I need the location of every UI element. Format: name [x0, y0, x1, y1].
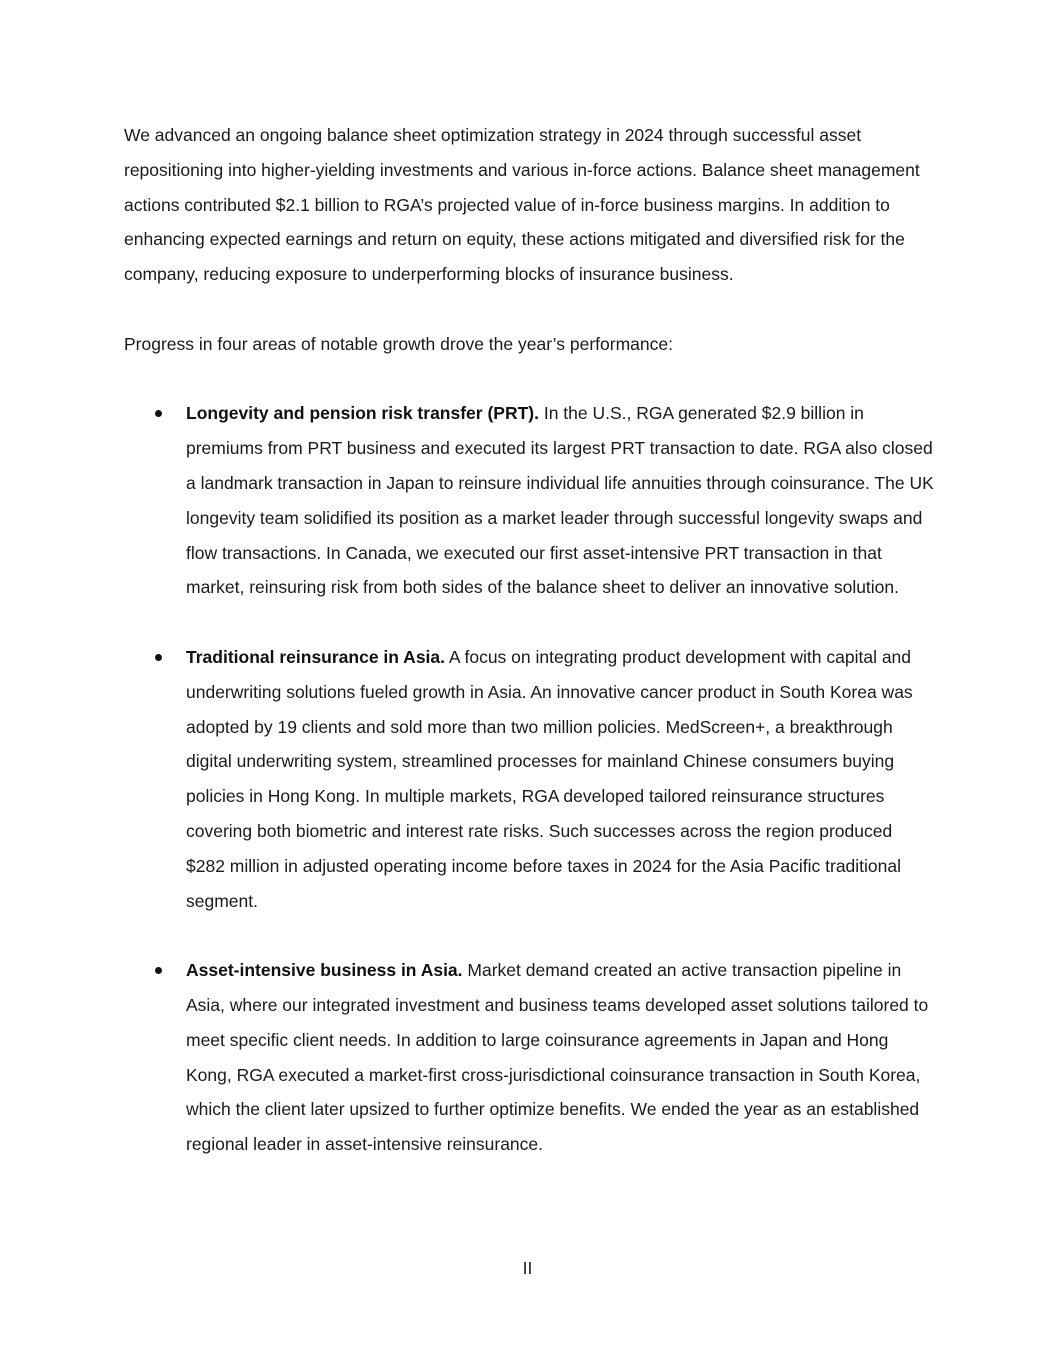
intro-paragraph: We advanced an ongoing balance sheet optimization strategy in 2024 through successful asset repositioning into higher-yielding investments and various in-force actions. Balance sheet management actions contributed $2.1 billion to RGA’s projected value of in-force business margins. In addition to enhancing expected earnings and return on equity, these actions mitigated and diversified risk for the company, reducing exposure to underperforming blocks of insurance business.	[124, 125, 920, 285]
bullet-icon	[155, 654, 162, 661]
bullet-heading: Asset-intensive business in Asia.	[186, 960, 463, 981]
list-item-longevity-prt	[124, 396, 934, 605]
bullet-text: A focus on integrating product development with capital and underwriting solutions fueled growth in Asia. An innovative cancer product in South Korea was adopted by 19 clients and sold more than two million policies. MedScreen+, a breakthrough digital underwriting system, streamlined processes for mainland Chinese consumers buying policies in Hong Kong. In multiple markets, RGA developed tailored reinsurance structures covering both biometric and interest rate risks. Such successes across the region produced $282 million in adjusted operating income before taxes in 2024 for the Asia Pacific traditional segment.	[186, 646, 913, 911]
page-number: II	[522, 1258, 533, 1278]
list-item-asset-intensive-asia	[124, 953, 934, 1162]
bullet-text: In the U.S., RGA generated $2.9 billion in premiums from PRT business and executed its largest PRT transaction to date. RGA also closed a landmark transaction in Japan to reinsure individual life annuities through coinsurance. The UK longevity team solidified its position as a market leader through successful longevity swaps and flow transactions. In Canada, we executed our first asset-intensive PRT transaction in that market, reinsuring risk from both sides of the balance sheet to deliver an innovative solution.	[186, 403, 934, 598]
bullet-heading: Longevity and pension risk transfer (PRT).	[186, 403, 539, 424]
bullet-text: Market demand created an active transaction pipeline in Asia, where our integrated investment and business teams developed asset solutions tailored to meet specific client needs. In addition to large coinsurance agreements in Japan and Hong Kong, RGA executed a market-first cross-jurisdictional coinsurance transaction in South Korea, which the client later upsized to further optimize benefits. We ended the year as an established regional leader in asset-intensive reinsurance.	[186, 960, 929, 1155]
list-item-traditional-asia	[124, 640, 934, 918]
bullet-heading: Traditional reinsurance in Asia.	[186, 646, 446, 667]
growth-areas-intro: Progress in four areas of notable growth drove the year’s performance:	[124, 333, 673, 354]
document-body	[124, 118, 934, 1197]
growth-areas-list	[124, 396, 934, 1162]
bullet-icon	[155, 967, 162, 974]
bullet-icon	[155, 410, 162, 417]
